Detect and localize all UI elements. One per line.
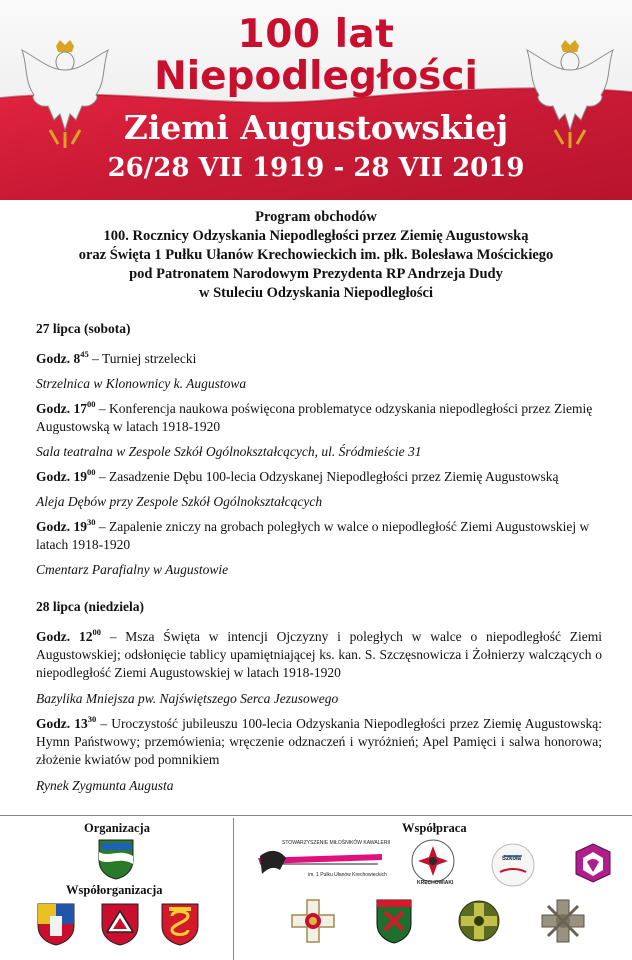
event-godz: Godz. bbox=[36, 401, 71, 416]
event-min: 00 bbox=[87, 398, 96, 409]
event-1-place: Strzelnica w Klonownicy k. Augustowa bbox=[36, 376, 247, 391]
event-text: – Zasadzenie Dębu 100-lecia Odzyskanej Niepodległości przez Ziemię Augustowską bbox=[95, 469, 559, 484]
event-3 bbox=[36, 468, 602, 486]
event-min: 30 bbox=[87, 516, 96, 527]
heading-line1: Program obchodów bbox=[255, 209, 377, 225]
event-1 bbox=[36, 350, 602, 368]
day1-title: 27 lipca (sobota) bbox=[36, 321, 131, 336]
school-logo-icon bbox=[490, 842, 536, 888]
coorganizer-shield-1-icon bbox=[36, 902, 76, 946]
event-2-place: Sala teatralna w Zespole Szkół Ogólnokształcących, ul. Śródmieście 31 bbox=[36, 444, 422, 459]
silver-cross-badge-icon bbox=[540, 898, 586, 944]
heading-line2: 100. Rocznicy Odzyskania Niepodległości przez Ziemię Augustowską bbox=[103, 228, 529, 244]
green-shield-badge-icon bbox=[375, 898, 413, 944]
augustow-coat-of-arms-icon bbox=[97, 838, 135, 880]
banner-title-line1: 100 lat bbox=[237, 12, 395, 57]
event-hour: 19 bbox=[73, 519, 88, 534]
banner bbox=[0, 0, 632, 200]
event-hour: 12 bbox=[78, 629, 93, 644]
footer-vertical-separator bbox=[233, 818, 234, 960]
event-hour: 13 bbox=[74, 716, 88, 731]
event-2 bbox=[36, 400, 602, 436]
cavalry-association-name: STOWARZYSZENIE MIŁOŚNIKÓW KAWALERII bbox=[282, 840, 391, 846]
banner-title-line3: Ziemi Augustowskiej bbox=[123, 108, 509, 147]
heading-line5: w Stuleciu Odzyskania Niepodległości bbox=[198, 285, 434, 301]
coorganizer-shield-3-icon bbox=[160, 902, 200, 946]
banner-dates: 26/28 VII 1919 - 28 VII 2019 bbox=[107, 153, 525, 183]
heading-line4: pod Patronatem Narodowym Prezydenta RP Andrzeja Dudy bbox=[129, 266, 503, 282]
military-cross-badge-icon bbox=[290, 898, 336, 944]
event-6 bbox=[36, 715, 602, 769]
krechowiaki-badge-icon bbox=[410, 838, 456, 884]
school-logo-label: Szkoła bbox=[502, 856, 522, 862]
event-min: 00 bbox=[87, 466, 96, 477]
event-hour: 19 bbox=[73, 469, 88, 484]
event-4 bbox=[36, 518, 602, 554]
green-cross-badge-icon bbox=[456, 898, 502, 944]
event-godz: Godz. bbox=[36, 469, 71, 484]
purple-eagle-badge-icon bbox=[572, 842, 614, 884]
event-4-place: Cmentarz Parafialny w Augustowie bbox=[36, 562, 229, 577]
event-hour: 8 bbox=[73, 351, 81, 366]
event-text: – Uroczystość jubileuszu 100-lecia Odzyskania Niepodległości przez Ziemię Augustowską: Hymn Państwowy; przemówienia; wręczenie odznaczeń i wyróżnień; Apel Pamięci i salwa honorowa; złożenie kwiatów pod pomnikiem bbox=[36, 716, 602, 767]
wspolorganizacja-label: Współorganizacja bbox=[66, 883, 163, 897]
event-3-place: Aleja Dębów przy Zespole Szkół Ogólnokształcących bbox=[36, 494, 323, 509]
event-text: – Turniej strzelecki bbox=[88, 351, 197, 366]
coorganizer-shield-2-icon bbox=[100, 902, 140, 946]
cavalry-association-subtitle: im. 1 Pułku Ułanów Krechowieckich bbox=[308, 872, 387, 878]
event-text: – Zapalenie zniczy na grobach poległych w walce o niepodległość Ziemi Augustowskiej w latach 1918-1920 bbox=[36, 519, 590, 552]
day2-title: 28 lipca (niedziela) bbox=[36, 599, 144, 614]
organizacja-label: Organizacja bbox=[84, 821, 150, 835]
day1-section bbox=[36, 320, 602, 579]
event-min: 45 bbox=[80, 348, 89, 359]
event-5-place: Bazylika Mniejsza pw. Najświętszego Serca Jezusowego bbox=[36, 691, 339, 706]
footer-separator bbox=[0, 815, 632, 816]
program-heading bbox=[0, 208, 632, 303]
event-godz: Godz. bbox=[36, 519, 71, 534]
event-hour: 17 bbox=[73, 401, 88, 416]
event-text: – Konferencja naukowa poświęcona problematyce odzyskania niepodległości przez Ziemię Augustowską w latach 1918-1920 bbox=[36, 401, 593, 434]
krechowiaki-label: KRECHOWIAKI bbox=[417, 880, 454, 886]
event-godz: Godz. bbox=[36, 351, 71, 366]
day2-section bbox=[36, 598, 602, 795]
event-min: 30 bbox=[87, 713, 97, 724]
event-min: 00 bbox=[92, 626, 101, 637]
wspolpraca-label: Współpraca bbox=[402, 821, 467, 835]
event-text: – Msza Święta w intencji Ojczyzny i poległych w walce o niepodległość Ziemi Augustowskiej; odsłonięcie tablicy upamiętniającej ks. kan. S. Szczęsnowicza i Żołnierzy walczących o niepodległość Ziemi Augustowskiej w latach 1918-1920 bbox=[36, 629, 603, 680]
event-godz: Godz. bbox=[36, 716, 71, 731]
event-6-place: Rynek Zygmunta Augusta bbox=[36, 778, 174, 793]
heading-line3: oraz Święta 1 Pułku Ułanów Krechowieckich im. płk. Bolesława Mościckiego bbox=[78, 247, 554, 263]
event-godz: Godz. bbox=[36, 629, 71, 644]
event-5 bbox=[36, 628, 602, 682]
banner-title-line2: Niepodległości bbox=[154, 54, 478, 99]
